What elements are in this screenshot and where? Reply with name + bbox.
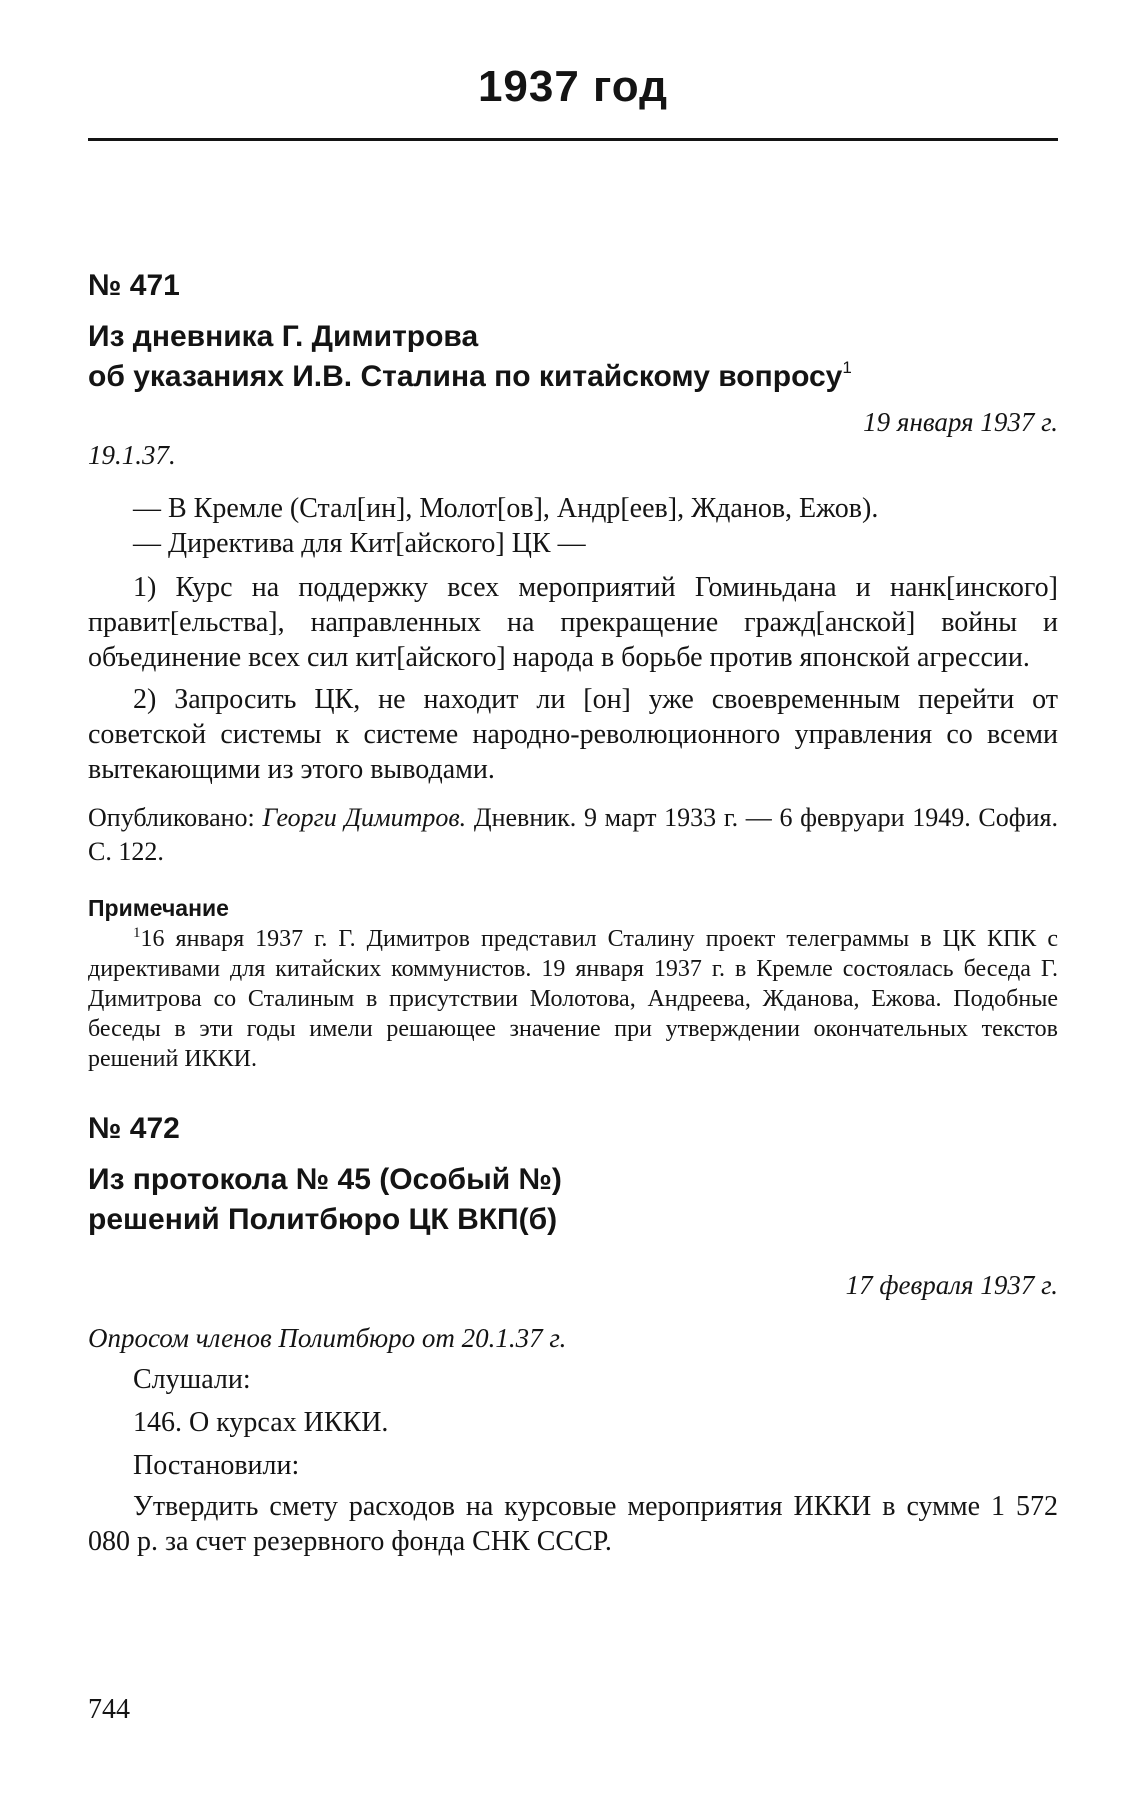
running-head: [88, 60, 1058, 141]
document-title-line-1: Из дневника Г. Димитрова: [88, 320, 479, 353]
footnote-mark: 1: [842, 358, 852, 377]
heard-label: Слушали:: [133, 1364, 251, 1395]
document-number: № 471: [88, 269, 180, 302]
note-mark: 1: [133, 925, 141, 941]
directive-point-2: 2) Запросить ЦК, не находит ли [он] уже своевременным перейти от советской системы к системе народно-революционного управления со всеми вытекающими из этого выводами.: [88, 684, 1058, 785]
resolved-label: Постановили:: [133, 1450, 300, 1481]
source-prefix: Опубликовано:: [88, 803, 263, 832]
source-details: Дневник. 9 март 1933 г. — 6 февруари 1949. София. С. 122.: [88, 803, 1058, 866]
page-content: [88, 60, 1058, 1559]
document-date: 19 января 1937 г.: [863, 407, 1058, 437]
diary-line: — В Кремле (Стал[ин], Молот[ов], Андр[еев], Жданов, Ежов).: [133, 493, 879, 524]
document-title-line-2: [88, 357, 1058, 397]
note-heading: Примечание: [88, 895, 229, 921]
page-number: 744: [88, 1694, 130, 1725]
decision-text: Утвердить смету расходов на курсовые мероприятия ИККИ в сумме 1 572 080 р. за счет резервного фонда СНК СССР.: [88, 1491, 1058, 1557]
source-author: Георги Димитров.: [262, 803, 467, 832]
running-head-title: 1937 год: [477, 62, 669, 111]
entry-date: 19.1.37.: [88, 440, 176, 470]
document-472: [88, 1112, 1058, 1559]
poll-line: Опросом членов Политбюро от 20.1.37 г.: [88, 1323, 567, 1353]
document-title-text: об указаниях И.В. Сталина по китайскому вопросу: [88, 360, 843, 393]
note-body: 16 января 1937 г. Г. Димитров представил Сталину проект телеграммы в ЦК КПК с директивами для китайских коммунистов. 19 января 1937 г. в Кремле состоялась беседа Г. Димитрова со Сталиным в присутствии Молотова, Андреева, Жданова, Ежова. Подобные беседы в эти годы имели решающее значение при утверждении окончательных текстов решений ИККИ.: [88, 926, 1058, 1072]
agenda-item: 146. О курсах ИККИ.: [133, 1407, 389, 1438]
document-number: № 472: [88, 1112, 180, 1145]
directive-point-1: 1) Курс на поддержку всех мероприятий Гоминьдана и нанк[инского] правит[ельства], направленных на прекращение гражд[анской] войны и объединение всех сил кит[айского] народа в борьбе против японской агрессии.: [88, 572, 1058, 673]
document-title-line-1: Из протокола № 45 (Особый №): [88, 1163, 562, 1196]
document-471: [88, 269, 1058, 1074]
diary-line: — Директива для Кит[айского] ЦК —: [133, 528, 586, 559]
document-title-line-2: решений Политбюро ЦК ВКП(б): [88, 1203, 558, 1236]
document-date: 17 февраля 1937 г.: [845, 1270, 1058, 1300]
publication-source: [88, 801, 1058, 869]
note-text: [88, 924, 1058, 1074]
